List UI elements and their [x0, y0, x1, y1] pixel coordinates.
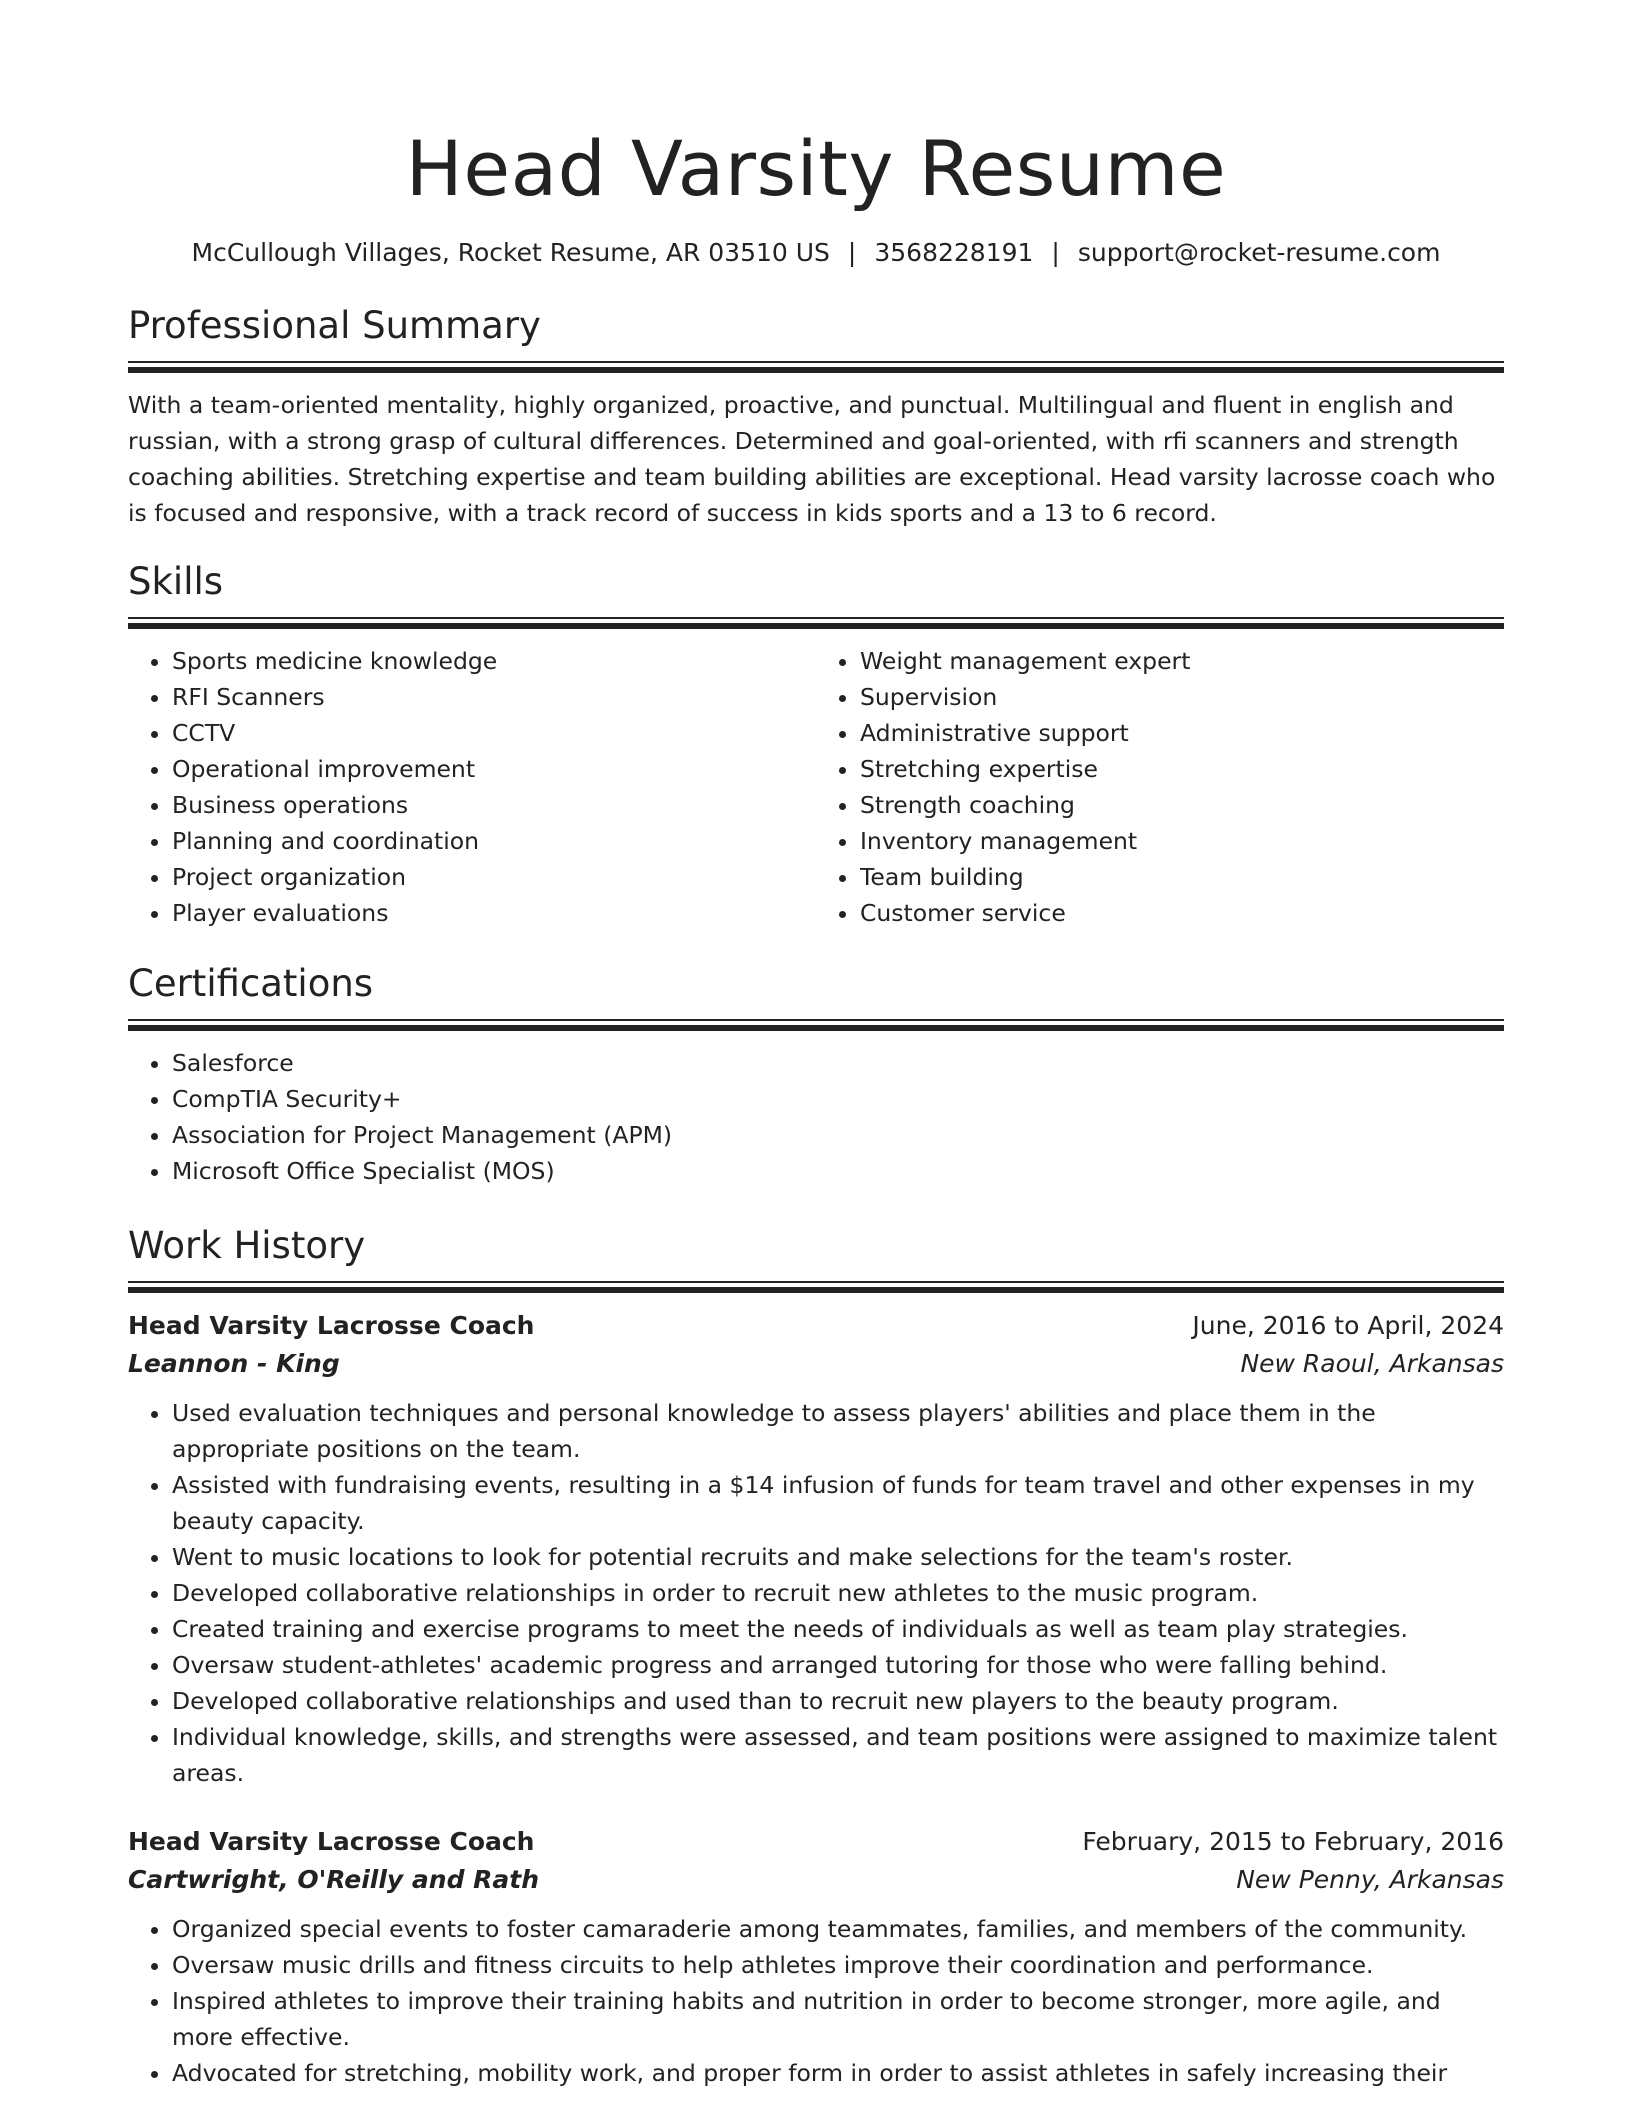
list-item: • Association for Project Management (APM)	[172, 1117, 1504, 1153]
list-item: • Oversaw student-athletes' academic progress and arranged tutoring for those who were falling behind.	[172, 1647, 1504, 1683]
certifications-list	[128, 1045, 1504, 1189]
list-item: • Developed collaborative relationships and used than to recruit new players to the beauty program.	[172, 1683, 1504, 1719]
skills-columns	[128, 643, 1504, 931]
list-item: • CCTV	[172, 715, 816, 751]
job-company: Cartwright, O'Reilly and Rath	[128, 1865, 540, 1894]
list-item: • Went to music locations to look for potential recruits and make selections for the team's roster.	[172, 1539, 1504, 1575]
job-title: Head Varsity Lacrosse Coach	[128, 1311, 535, 1340]
skills-section	[128, 559, 1504, 931]
list-item: • Weight management expert	[860, 643, 1504, 679]
list-item: • Inspired athletes to improve their training habits and nutrition in order to become stronger, more agile, and more effective.	[172, 1983, 1504, 2055]
list-item: • Oversaw music drills and fitness circuits to help athletes improve their coordination and performance.	[172, 1947, 1504, 1983]
list-item: • Strength coaching	[860, 787, 1504, 823]
section-divider	[128, 617, 1504, 629]
list-item: • Planning and coordination	[172, 823, 816, 859]
certifications-section	[128, 961, 1504, 1189]
job-dates: June, 2016 to April, 2024	[1192, 1311, 1504, 1340]
list-item: • Sports medicine knowledge	[172, 643, 816, 679]
list-item: • Business operations	[172, 787, 816, 823]
job-company: Leannon - King	[128, 1349, 340, 1378]
list-item: • Supervision	[860, 679, 1504, 715]
job-entry	[128, 1823, 1504, 2091]
job-entry	[128, 1307, 1504, 1791]
resume-title: Head Varsity Resume	[405, 124, 1227, 213]
job-header-row	[128, 1307, 1504, 1345]
work-section	[128, 1223, 1504, 2091]
skills-list-right	[816, 643, 1504, 931]
contact-line	[128, 237, 1504, 269]
list-item: • Created training and exercise programs to meet the needs of individuals as well as team play strategies.	[172, 1611, 1504, 1647]
summary-heading: Professional Summary	[128, 304, 541, 347]
skills-heading: Skills	[128, 560, 224, 603]
job-company-row	[128, 1345, 1504, 1383]
job-company-row	[128, 1861, 1504, 1899]
job-title: Head Varsity Lacrosse Coach	[128, 1827, 535, 1856]
list-item: • Project organization	[172, 859, 816, 895]
job-bullets	[128, 1911, 1504, 2091]
certifications-heading: Certifications	[128, 962, 374, 1005]
list-item: • Inventory management	[860, 823, 1504, 859]
contact-separator: |	[1051, 238, 1060, 267]
job-location: New Raoul, Arkansas	[1240, 1349, 1504, 1378]
summary-section	[128, 303, 1504, 531]
job-dates: February, 2015 to February, 2016	[1082, 1827, 1504, 1856]
list-item: • Organized special events to foster camaraderie among teammates, families, and members of the community.	[172, 1911, 1504, 1947]
list-item: • CompTIA Security+	[172, 1081, 1504, 1117]
contact-address: McCullough Villages, Rocket Resume, AR 03510 US	[191, 238, 830, 267]
section-divider	[128, 1019, 1504, 1031]
job-header-row	[128, 1823, 1504, 1861]
list-item: • Assisted with fundraising events, resulting in a $14 infusion of funds for team travel and other expenses in my beauty capacity.	[172, 1467, 1504, 1539]
work-heading: Work History	[128, 1224, 366, 1267]
job-bullets	[128, 1395, 1504, 1791]
list-item: • Developed collaborative relationships in order to recruit new athletes to the music program.	[172, 1575, 1504, 1611]
list-item: • Player evaluations	[172, 895, 816, 931]
list-item: • Microsoft Office Specialist (MOS)	[172, 1153, 1504, 1189]
job-location: New Penny, Arkansas	[1236, 1865, 1504, 1894]
skills-list-left	[128, 643, 816, 931]
list-item: • Advocated for stretching, mobility work, and proper form in order to assist athletes in safely increasing their	[172, 2055, 1504, 2091]
summary-text: With a team-oriented mentality, highly organized, proactive, and punctual. Multilingual and fluent in english and russian, with a strong grasp of cultural differences. Determined and goal-oriented, with rfi scanners and strength coaching abilities. Stretching expertise and team building abilities are exceptional. Head varsity lacrosse coach who is focused and responsive, with a track record of success in kids sports and a 13 to 6 record.	[128, 391, 1496, 527]
list-item: • Used evaluation techniques and personal knowledge to assess players' abilities and place them in the appropriate positions on the team.	[172, 1395, 1504, 1467]
list-item: • Administrative support	[860, 715, 1504, 751]
list-item: • Stretching expertise	[860, 751, 1504, 787]
list-item: • RFI Scanners	[172, 679, 816, 715]
list-item: • Team building	[860, 859, 1504, 895]
list-item: • Salesforce	[172, 1045, 1504, 1081]
list-item: • Operational improvement	[172, 751, 816, 787]
section-divider	[128, 1281, 1504, 1293]
list-item: • Individual knowledge, skills, and strengths were assessed, and team positions were assigned to maximize talent areas.	[172, 1719, 1504, 1791]
list-item: • Customer service	[860, 895, 1504, 931]
contact-separator: |	[847, 238, 857, 267]
contact-phone: 3568228191	[874, 238, 1034, 267]
section-divider	[128, 361, 1504, 373]
contact-email: support@rocket-resume.com	[1077, 238, 1441, 267]
